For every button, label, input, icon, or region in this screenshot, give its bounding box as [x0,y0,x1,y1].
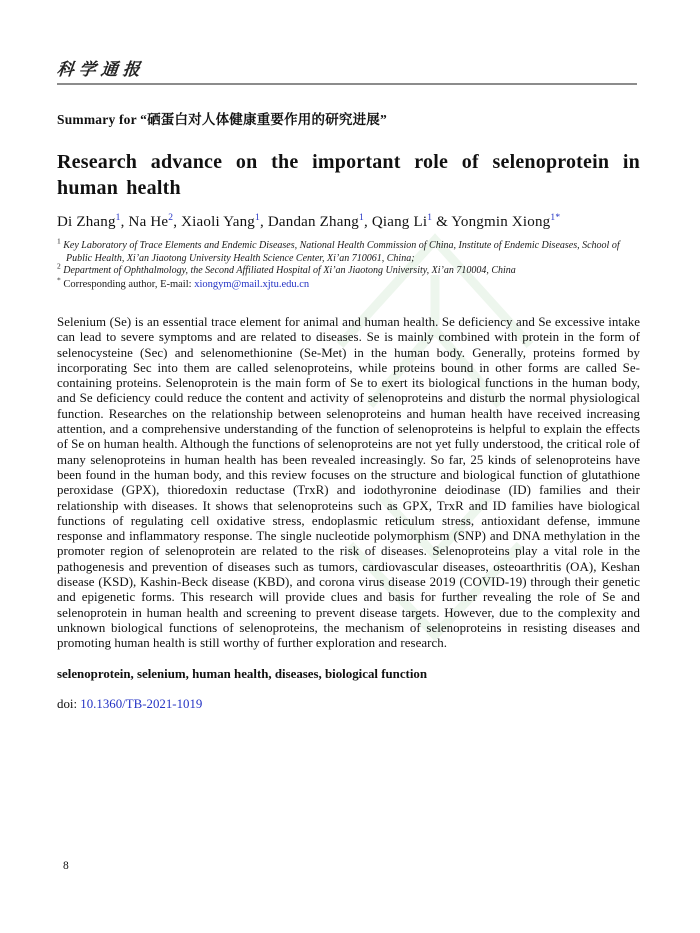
affiliation-1: $^1$ Key Laboratory of Trace Elements and Endemic Diseases, National Health Commission of China, Institute of Endemic Diseases, School of Public Health, Xi’an Jiaotong University Health Science Center, Xi’an 710061, China; [57,236,620,264]
author-affiliation-sup: 1 [255,213,260,223]
author: Na He$^2$, [128,213,182,230]
header-rule [57,83,637,85]
abstract-text: Selenium (Se) is an essential trace element for animal and human health. Se deficiency and Se excessive intake can lead to severe symptoms and are related to diseases. Se is mainly combined with protein in the form of selenocysteine (Sec) and selenomethionine (Se-Met) in the human body. Generally, proteins formed by incorporating Sec into them are called selenoproteins, while proteins bound in other forms are called Se-containing proteins. Selenoprotein is the main form of Se to exert its biological functions in the human body, and Se deficiency could reduce the content and activity of selenoproteins and disturb the normal physiological function. Researches on the relationship between selenoproteins and human health have received increasing attention, and a comprehensive understanding of the function of selenoproteins is helpful to explain the effects of Se on human health. Although the functions of selenoproteins are not yet fully understood, the critical role of many selenoproteins in human health has been revealed increasingly. So far, 25 kinds of selenoproteins have been found in the human body, and this review focuses on the structure and biological function of glutathione peroxidase (GPX), thioredoxin reductase (TrxR) and iodothyronine deiodinase (ID) families and their relationship with diseases. It shows that selenoproteins such as GPX, TrxR and ID families have biological functions of regulating cell oxidative stress, endoplasmic reticulum stress, antioxidant defense, immune response and inflammatory response. The single nucleotide polymorphism (SNP) and DNA methylation in the promoter region of selenoprotein are related to the risk of diseases. Selenoproteins play a vital role in the pathogenesis and prevention of diseases such as tumors, cardiovascular diseases, osteoarthritis (OA), Keshan disease (KSD), Kashin-Beck disease (KBD), and corona virus disease 2019 (COVID-19) through their genetic and epigenetic forms. This research will provide clues and basis for further revealing the role of Se and selenoprotein in human health and screening to prevent disease targets. However, due to the complexity and unknown biological functions of selenoproteins, the mechanism of selenoproteins in resisting diseases and promoting human health is still worthy of further exploration and research. [57,315,640,651]
summary-line: Summary for “硒蛋白对人体健康重要作用的研究进展” [57,112,387,127]
corresponding-marker: * [57,275,61,284]
affiliation-marker: 1 [57,236,61,246]
author-affiliation-sup: 1 [115,213,121,223]
affiliation-marker: 2 [57,261,61,271]
author-affiliation-sup: 2 [168,213,174,223]
page-number: 8 [63,860,69,872]
author-affiliation-sup: 1 [358,213,364,223]
author: Qiang Li$^1$ & [371,213,452,230]
doi-link[interactable]: 10.1360/TB-2021-1019 [80,696,203,711]
author-affiliation-sup: 1 [427,213,433,223]
affiliation-2: $^2$ Department of Ophthalmology, the Second Affiliated Hospital of Xi’an Jiaotong University, Xi’an 710004, China [57,261,516,276]
paper-title: Research advance on the important role of selenoprotein in human health [57,151,640,199]
author: Dandan Zhang$^1$, [267,213,372,230]
author: Xiaoli Yang$^1$, [181,213,268,230]
corresponding-email-link[interactable]: xiongym@mail.xjtu.edu.cn [194,278,310,290]
corresponding-author-line: * Corresponding author, E-mail: xiongym@mail.xjtu.edu.cn [57,275,310,290]
author: Di Zhang$^1$, [57,213,129,230]
doi-label: doi: [57,696,81,711]
authors-line [57,214,640,231]
keywords-line: selenoprotein, selenium, human health, diseases, biological function [57,666,428,681]
journal-logo: 科学通报 [55,60,146,79]
journal-header [57,55,640,85]
doi-line [57,697,640,712]
affiliations-block [57,236,640,291]
author: Yongmin Xiong$^{1*}$ [451,213,561,230]
author-affiliation-sup: 1* [550,213,561,223]
